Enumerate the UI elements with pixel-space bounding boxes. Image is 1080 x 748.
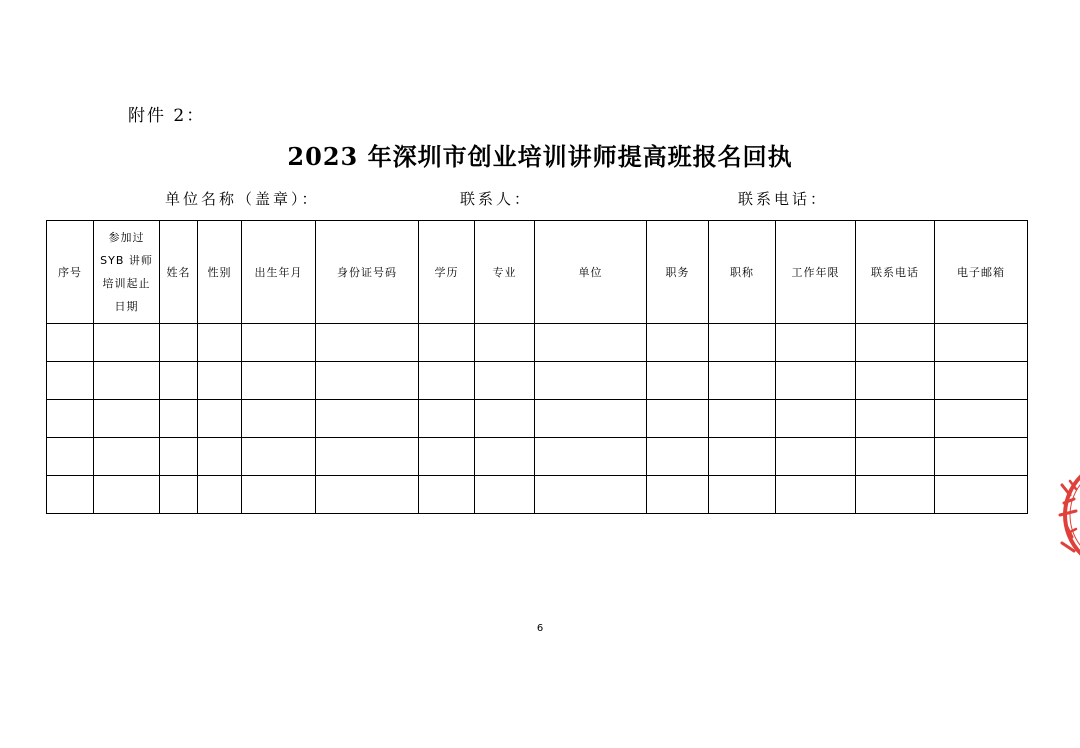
header-unit: 单位 <box>535 221 647 324</box>
header-syb-line-4: 日期 <box>114 300 139 313</box>
table-cell[interactable] <box>647 362 709 400</box>
table-cell[interactable] <box>776 362 856 400</box>
table-cell[interactable] <box>856 476 935 514</box>
table-cell[interactable] <box>935 438 1028 476</box>
table-cell[interactable] <box>535 438 647 476</box>
table-row <box>47 362 1028 400</box>
table-cell[interactable] <box>935 476 1028 514</box>
table-cell[interactable] <box>47 476 94 514</box>
table-cell[interactable] <box>935 400 1028 438</box>
table-cell[interactable] <box>198 476 242 514</box>
header-syb-line-1: 参加过 <box>108 231 145 244</box>
table-cell[interactable] <box>316 400 419 438</box>
table-cell[interactable] <box>316 324 419 362</box>
table-row <box>47 324 1028 362</box>
table-cell[interactable] <box>776 438 856 476</box>
table-cell[interactable] <box>47 324 94 362</box>
document-title: 2023 年深圳市创业培训讲师提高班报名回执 <box>287 142 793 171</box>
header-gender: 性别 <box>198 221 242 324</box>
table-cell[interactable] <box>856 324 935 362</box>
table-cell[interactable] <box>94 324 160 362</box>
table-cell[interactable] <box>160 400 198 438</box>
table-cell[interactable] <box>419 362 475 400</box>
table-cell[interactable] <box>419 324 475 362</box>
table-cell[interactable] <box>198 324 242 362</box>
table-cell[interactable] <box>94 362 160 400</box>
header-work-years: 工作年限 <box>776 221 856 324</box>
table-cell[interactable] <box>856 400 935 438</box>
header-education: 学历 <box>419 221 475 324</box>
table-cell[interactable] <box>647 438 709 476</box>
table-cell[interactable] <box>160 476 198 514</box>
table-cell[interactable] <box>856 362 935 400</box>
contact-phone-label: 联系电话： <box>738 190 829 208</box>
attachment-label: 附件 2： <box>128 106 206 126</box>
table-cell[interactable] <box>419 476 475 514</box>
seal-ring <box>1065 460 1080 570</box>
table-cell[interactable] <box>475 476 535 514</box>
table-cell[interactable] <box>94 438 160 476</box>
table-cell[interactable] <box>94 400 160 438</box>
table-cell[interactable] <box>856 438 935 476</box>
header-name: 姓名 <box>160 221 198 324</box>
table-cell[interactable] <box>475 438 535 476</box>
table-cell[interactable] <box>647 400 709 438</box>
table-cell[interactable] <box>242 324 316 362</box>
table-cell[interactable] <box>198 438 242 476</box>
table-cell[interactable] <box>242 438 316 476</box>
table-cell[interactable] <box>475 362 535 400</box>
table-cell[interactable] <box>709 476 776 514</box>
official-seal-icon <box>1040 455 1080 575</box>
table-cell[interactable] <box>709 400 776 438</box>
unit-name-label: 单位名称（盖章）： <box>165 190 320 208</box>
header-position: 职务 <box>647 221 709 324</box>
table-cell[interactable] <box>198 400 242 438</box>
table-cell[interactable] <box>535 476 647 514</box>
table-cell[interactable] <box>535 400 647 438</box>
header-birth: 出生年月 <box>242 221 316 324</box>
table-cell[interactable] <box>709 324 776 362</box>
header-seq: 序号 <box>47 221 94 324</box>
table-cell[interactable] <box>242 400 316 438</box>
table-cell[interactable] <box>242 476 316 514</box>
table-row <box>47 438 1028 476</box>
table-cell[interactable] <box>709 362 776 400</box>
table-cell[interactable] <box>776 324 856 362</box>
header-major: 专业 <box>475 221 535 324</box>
table-cell[interactable] <box>94 476 160 514</box>
table-cell[interactable] <box>535 324 647 362</box>
table-cell[interactable] <box>419 400 475 438</box>
registration-table <box>46 220 1028 514</box>
table-header-row <box>47 221 1028 324</box>
table-row <box>47 476 1028 514</box>
page-number: 6 <box>536 623 544 634</box>
header-id-number: 身份证号码 <box>316 221 419 324</box>
table-cell[interactable] <box>647 324 709 362</box>
table-cell[interactable] <box>160 362 198 400</box>
header-syb-line-2: SYB 讲师 <box>100 254 153 267</box>
table-cell[interactable] <box>47 438 94 476</box>
table-cell[interactable] <box>935 324 1028 362</box>
header-email: 电子邮箱 <box>935 221 1028 324</box>
table-cell[interactable] <box>47 400 94 438</box>
table-cell[interactable] <box>160 324 198 362</box>
table-body <box>47 324 1028 514</box>
header-syb-training-dates <box>94 221 160 324</box>
table-cell[interactable] <box>475 324 535 362</box>
header-phone: 联系电话 <box>856 221 935 324</box>
table-cell[interactable] <box>160 438 198 476</box>
table-cell[interactable] <box>47 362 94 400</box>
table-cell[interactable] <box>535 362 647 400</box>
header-title: 职称 <box>709 221 776 324</box>
table-cell[interactable] <box>647 476 709 514</box>
table-cell[interactable] <box>935 362 1028 400</box>
table-cell[interactable] <box>776 400 856 438</box>
table-cell[interactable] <box>475 400 535 438</box>
table-cell[interactable] <box>776 476 856 514</box>
table-cell[interactable] <box>709 438 776 476</box>
table-cell[interactable] <box>316 476 419 514</box>
table-cell[interactable] <box>242 362 316 400</box>
contact-person-label: 联系人： <box>460 190 533 208</box>
table-row <box>47 400 1028 438</box>
header-syb-line-3: 培训起止 <box>102 277 151 290</box>
table-cell[interactable] <box>419 438 475 476</box>
table-cell[interactable] <box>198 362 242 400</box>
table-cell[interactable] <box>316 362 419 400</box>
table-cell[interactable] <box>316 438 419 476</box>
